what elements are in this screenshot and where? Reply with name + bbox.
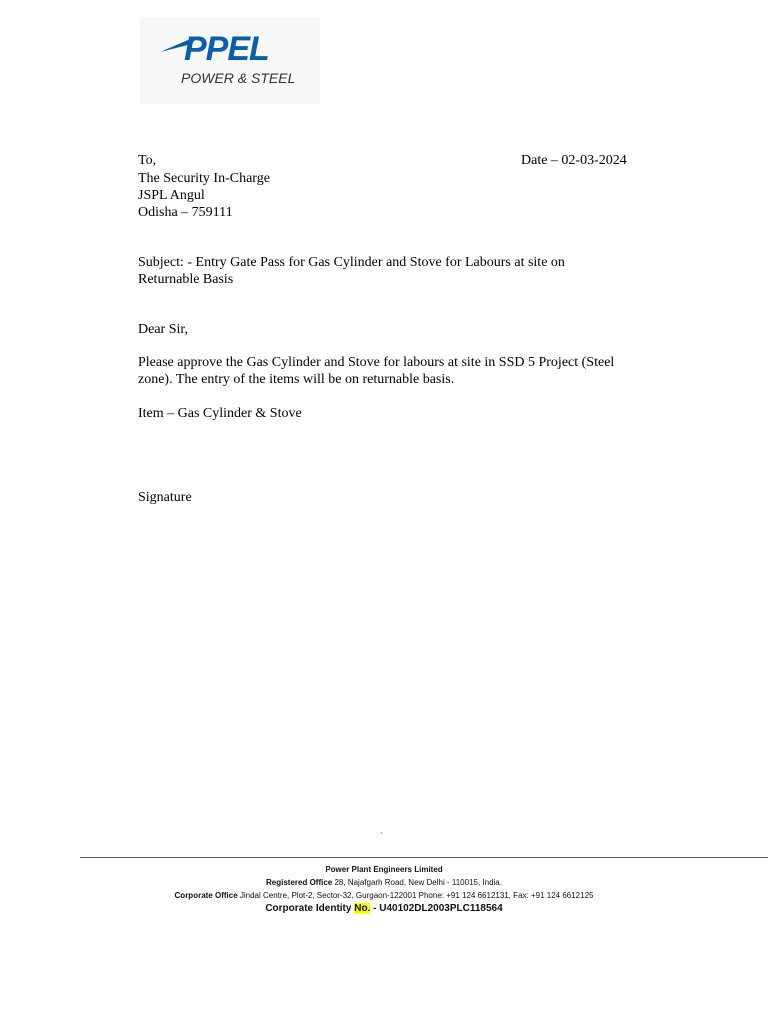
signature-label: Signature — [138, 490, 192, 505]
subject-line: Subject: - Entry Gate Pass for Gas Cylinder and Stove for Labours at site on — [138, 255, 565, 270]
subject-line: Returnable Basis — [138, 272, 234, 287]
footer-divider — [80, 857, 768, 858]
footer-registered: Registered Office 28, Najafgarh Road, New Delhi - 110015, India. — [266, 878, 502, 887]
addressee-line: The Security In-Charge — [138, 171, 270, 186]
logo-brand: PPEL — [184, 30, 269, 68]
addressee-line: JSPL Angul — [138, 188, 205, 203]
company-logo — [140, 18, 320, 104]
salutation: Dear Sir, — [138, 322, 188, 337]
logo-tagline: POWER & STEEL — [181, 70, 296, 86]
letter-to: To, — [138, 153, 157, 168]
addressee-line: Odisha – 759111 — [138, 205, 233, 220]
item-line: Item – Gas Cylinder & Stove — [138, 406, 302, 421]
footer-cin: Corporate Identity No. - U40102DL2003PLC118564 — [265, 903, 503, 914]
letter-body: Please approve the Gas Cylinder and Stove for labours at site in SSD 5 Project (Steel zone). The entry of the items will be on returnable basis. — [138, 355, 615, 387]
footer-corporate: Corporate Office Jindal Centre, Plot-2, Sector-32, Gurgaon-122001 Phone: +91 124 6612131, Fax: +91 124 6612125 — [174, 891, 594, 900]
letter-date: Date – 02-03-2024 — [521, 153, 627, 168]
footer-company: Power Plant Engineers Limited — [325, 865, 443, 874]
stray-mark: ` — [380, 832, 384, 843]
